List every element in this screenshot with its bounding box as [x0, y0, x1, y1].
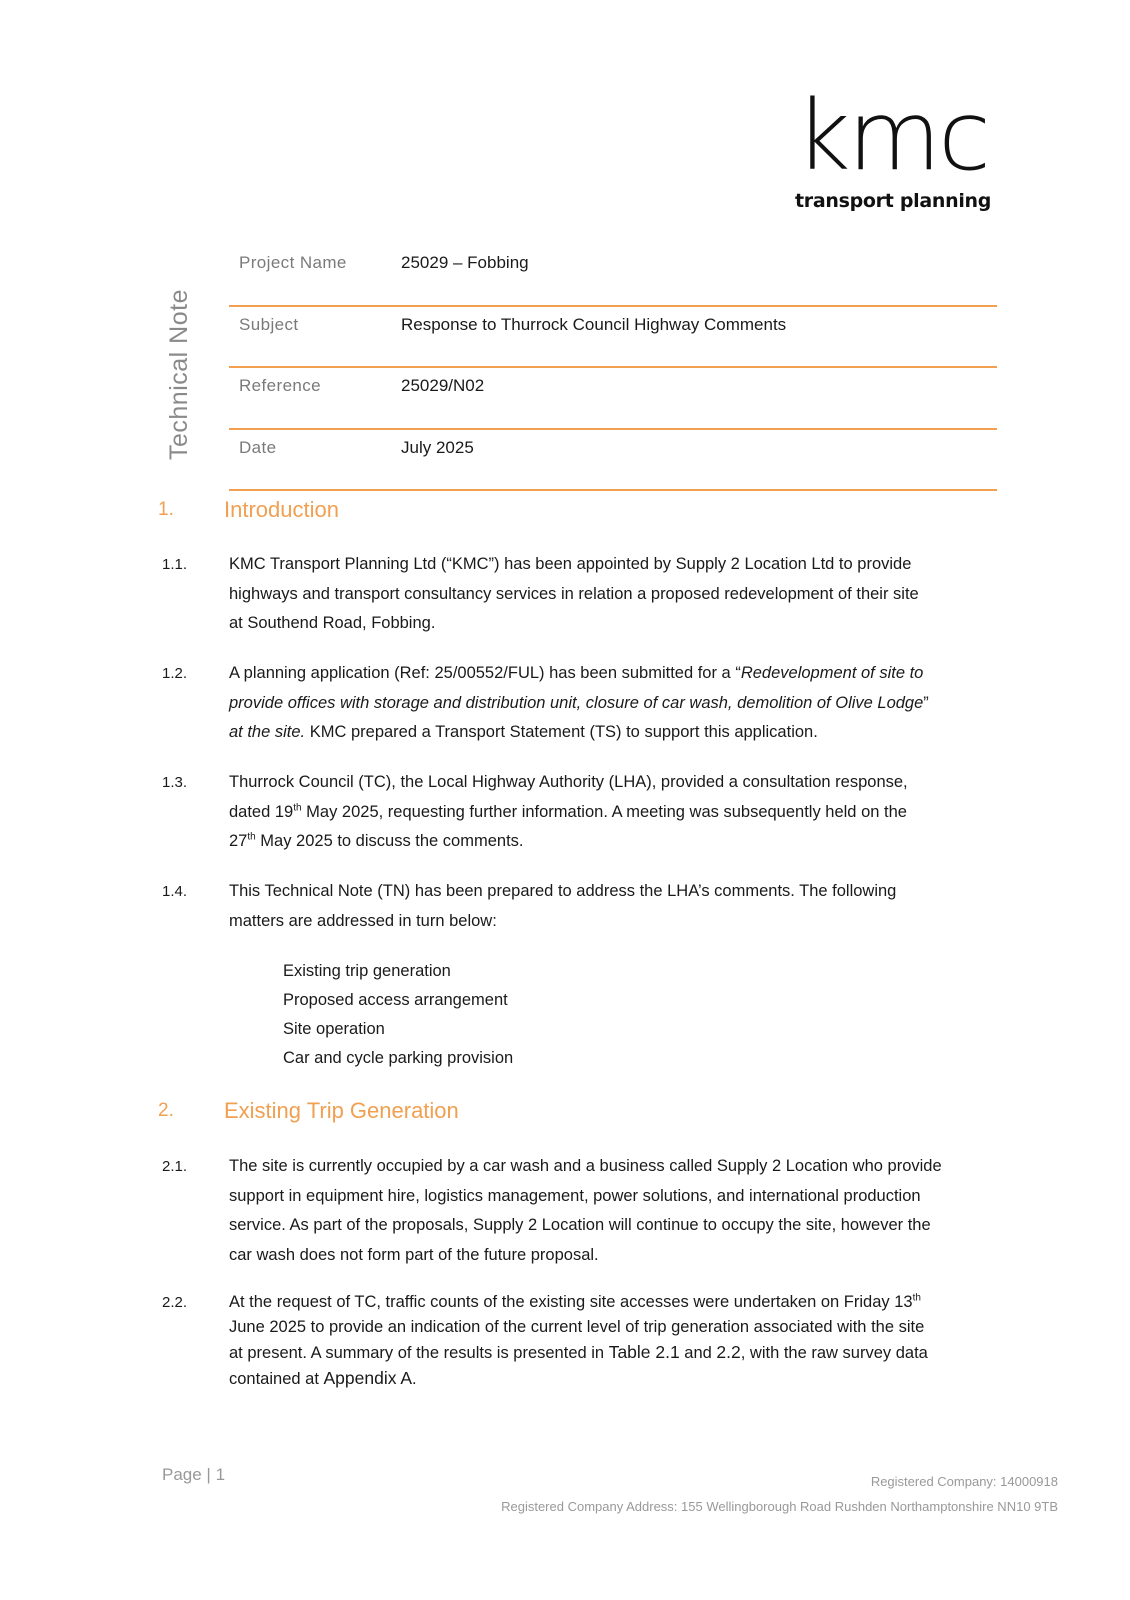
- text-line: [229, 609, 1022, 639]
- text-line: [229, 1152, 1022, 1182]
- cross-reference: Table 2.1: [608, 1342, 680, 1362]
- meta-row-date: [229, 430, 997, 492]
- text-segment: th: [912, 1292, 921, 1304]
- matters-list: [283, 957, 513, 1073]
- text-line: [229, 798, 1022, 828]
- paragraph-number: 1.4.: [162, 883, 188, 900]
- text-segment: th: [247, 831, 256, 843]
- text-segment: May 2025, requesting further information. A meeting was subsequently held on the: [301, 802, 907, 821]
- paragraph-2-1: [162, 1152, 1022, 1270]
- text-segment: and: [679, 1344, 717, 1362]
- meta-label: Date: [239, 437, 277, 457]
- text-segment: support in equipment hire, logistics management, power solutions, and international production: [229, 1186, 921, 1205]
- text-line: [229, 718, 1022, 748]
- text-segment: 27: [229, 832, 248, 850]
- meta-value: 25029/N02: [401, 376, 485, 395]
- text-segment: contained at: [229, 1370, 324, 1388]
- paragraph-2-2: [162, 1290, 1022, 1392]
- text-segment: June 2025 to provide an indication of the current level of trip generation associated with the site: [229, 1318, 925, 1336]
- paragraph-text: [229, 768, 1022, 857]
- text-segment: service. As part of the proposals, Supply 2 Location will continue to occupy the site, however the: [229, 1216, 931, 1234]
- logo-main: kmc: [795, 80, 988, 192]
- text-segment: at Southend Road, Fobbing.: [229, 614, 436, 632]
- text-segment: highways and transport consultancy services in relation a proposed redevelopment of their site: [229, 584, 919, 603]
- meta-label: Subject: [239, 314, 299, 334]
- meta-value: Response to Thurrock Council Highway Comments: [401, 314, 787, 334]
- text-line: [229, 1366, 1022, 1392]
- paragraph-text: [229, 1152, 1022, 1270]
- section-title: Introduction: [224, 497, 339, 522]
- text-segment: The site is currently occupied by a car wash and a business called Supply 2 Location who provide: [229, 1157, 942, 1175]
- text-line: [229, 827, 1022, 857]
- paragraph-number: 1.1.: [162, 556, 188, 573]
- paragraph-1-2: [162, 659, 1022, 748]
- meta-row-subject: [229, 307, 997, 369]
- kmc-logo: [795, 80, 995, 212]
- text-segment: KMC prepared a Transport Statement (TS) to support this application.: [305, 723, 818, 741]
- text-segment: at present. A summary of the results is presented in: [229, 1344, 609, 1362]
- side-label: Technical Note: [165, 289, 193, 460]
- meta-label: Reference: [239, 376, 322, 395]
- text-line: [229, 907, 1022, 937]
- paragraph-number: 1.2.: [162, 665, 188, 682]
- section-number: 1.: [158, 499, 174, 520]
- text-segment: This Technical Note (TN) has been prepared to address the LHA’s comments. The following: [229, 882, 897, 900]
- text-segment: car wash does not form part of the future proposal.: [229, 1245, 599, 1264]
- paragraph-number: 2.2.: [162, 1294, 188, 1311]
- text-line: [229, 1315, 1022, 1340]
- text-segment: Thurrock Council (TC), the Local Highway Authority (LHA), provided a consultation response,: [229, 773, 908, 791]
- text-segment: A planning application (Ref: 25/00552/FUL) has been submitted for a “: [229, 664, 741, 682]
- paragraph-1-3: [162, 768, 1022, 857]
- text-segment: ”: [923, 693, 929, 712]
- text-segment: .: [412, 1370, 417, 1388]
- list-item: Car and cycle parking provision: [283, 1049, 514, 1067]
- text-line: [229, 1290, 1022, 1315]
- text-line: [229, 1241, 1022, 1271]
- meta-row-reference: [229, 368, 997, 430]
- text-line: [229, 1182, 1022, 1212]
- list-item: Proposed access arrangement: [283, 991, 508, 1009]
- meta-row-project: [229, 245, 997, 307]
- text-line: [229, 550, 1022, 580]
- meta-value: July 2025: [401, 437, 474, 457]
- text-line: [229, 768, 1022, 798]
- text-segment: May 2025 to discuss the comments.: [255, 832, 524, 850]
- paragraph-text: [229, 550, 1022, 639]
- paragraph-1-1: [162, 550, 1022, 639]
- meta-table: [229, 245, 997, 491]
- paragraph-text: [229, 1290, 1022, 1392]
- text-segment: dated 19: [229, 802, 294, 821]
- text-line: [229, 1211, 1022, 1241]
- text-segment: Redevelopment of site to: [740, 664, 924, 682]
- text-segment: provide offices with storage and distribution unit, closure of car wash, demolition of Olive Lodge: [229, 693, 924, 712]
- registered-company: Registered Company: 14000918: [870, 1474, 1058, 1489]
- section-title: Existing Trip Generation: [224, 1098, 459, 1123]
- list-item: Existing trip generation: [283, 962, 451, 980]
- cross-reference: 2.2: [716, 1342, 741, 1362]
- text-line: [229, 689, 1022, 719]
- text-segment: th: [293, 802, 302, 813]
- text-line: [229, 659, 1022, 689]
- paragraph-1-4: [162, 877, 1022, 936]
- text-line: [229, 877, 1022, 907]
- page-number: Page | 1: [162, 1465, 226, 1484]
- paragraph-text: [229, 877, 1022, 936]
- text-segment: matters are addressed in turn below:: [229, 911, 497, 930]
- section-number: 2.: [158, 1100, 174, 1121]
- text-segment: at the site.: [229, 723, 306, 741]
- paragraph-number: 2.1.: [162, 1158, 188, 1175]
- text-line: [229, 580, 1022, 610]
- logo-sub: transport planning: [795, 190, 992, 212]
- meta-label: Project Name: [239, 253, 347, 272]
- text-segment: At the request of TC, traffic counts of the existing site accesses were undertaken on Friday 13: [229, 1293, 913, 1311]
- text-line: [229, 1340, 1022, 1366]
- footer-registration: [501, 1469, 1058, 1519]
- registered-address: Registered Company Address: 155 Wellingborough Road Rushden Northamptonshire NN10 9TB: [501, 1499, 1058, 1514]
- text-segment: , with the raw survey data: [740, 1344, 928, 1362]
- cross-reference: Appendix A: [323, 1368, 413, 1388]
- meta-value: 25029 – Fobbing: [401, 253, 529, 272]
- text-segment: KMC Transport Planning Ltd (“KMC”) has been appointed by Supply 2 Location Ltd to provide: [229, 555, 912, 573]
- paragraph-text: [229, 659, 1022, 748]
- paragraph-number: 1.3.: [162, 774, 188, 791]
- list-item: Site operation: [283, 1020, 385, 1038]
